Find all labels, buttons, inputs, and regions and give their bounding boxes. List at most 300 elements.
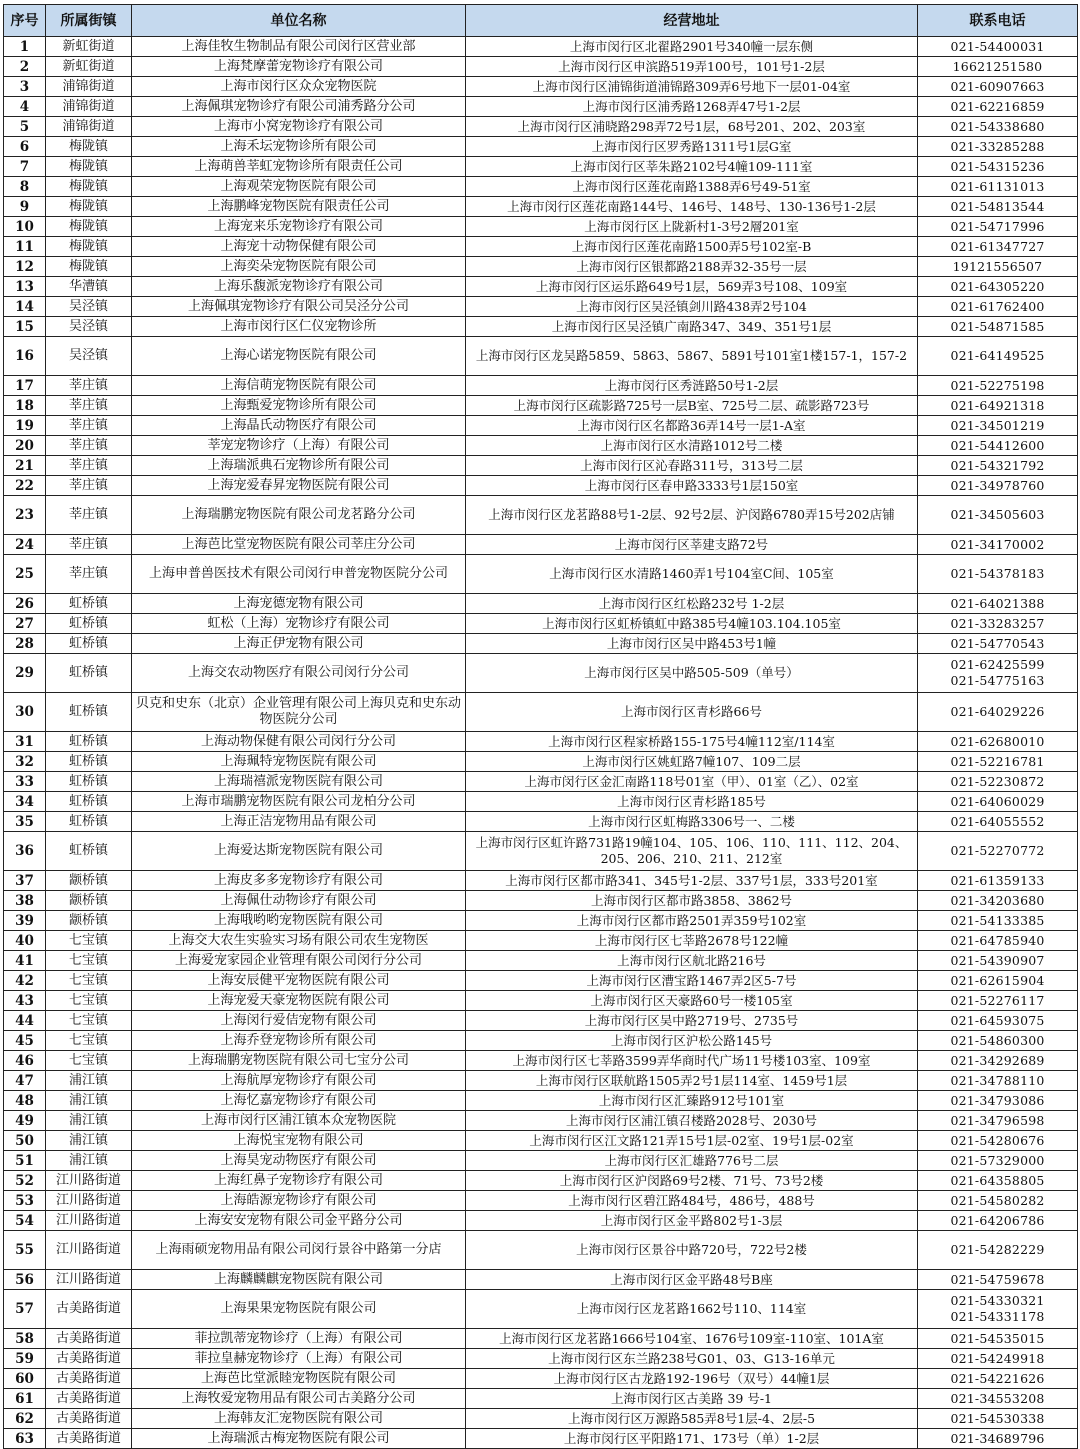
row-unit-name: 上海雨硕宠物用品有限公司闵行景谷中路第一分店 — [132, 1231, 466, 1270]
row-number: 2 — [4, 57, 46, 77]
row-unit-name: 上海市闵行区浦江镇本众宠物医院 — [132, 1111, 466, 1131]
row-street: 浦江镇 — [46, 1111, 132, 1131]
table-row — [4, 217, 1078, 237]
row-number: 5 — [4, 117, 46, 137]
row-number: 23 — [4, 496, 46, 535]
row-phone: 021-33285288 — [918, 137, 1078, 157]
row-street: 莘庄镇 — [46, 436, 132, 456]
row-phone: 021-62615904 — [918, 971, 1078, 991]
table-row — [4, 594, 1078, 614]
table-row — [4, 436, 1078, 456]
row-address: 上海市闵行区平阳路171、173号（单）1-2层 — [466, 1429, 918, 1449]
row-unit-name: 上海宠来乐宠物诊疗有限公司 — [132, 217, 466, 237]
row-address: 上海市闵行区碧江路484号，486号，488号 — [466, 1191, 918, 1211]
table-row — [4, 1290, 1078, 1329]
row-phone: 021-54400031 — [918, 37, 1078, 57]
row-phone: 021-54378183 — [918, 555, 1078, 594]
row-phone: 021-54133385 — [918, 911, 1078, 931]
row-phone — [918, 654, 1078, 693]
row-number: 39 — [4, 911, 46, 931]
row-street: 莘庄镇 — [46, 376, 132, 396]
row-phone: 021-34170002 — [918, 535, 1078, 555]
table-row — [4, 496, 1078, 535]
row-phone: 021-64206786 — [918, 1211, 1078, 1231]
row-address: 上海市闵行区莘朱路2102号4幢109-111室 — [466, 157, 918, 177]
row-phone: 021-54221626 — [918, 1369, 1078, 1389]
table-row — [4, 157, 1078, 177]
table-row — [4, 137, 1078, 157]
table-row — [4, 732, 1078, 752]
row-phone — [918, 1290, 1078, 1329]
table-row — [4, 931, 1078, 951]
row-street: 七宝镇 — [46, 951, 132, 971]
row-phone: 021-61359133 — [918, 871, 1078, 891]
row-address: 上海市闵行区万源路585弄8号1层-4、2层-5 — [466, 1409, 918, 1429]
row-unit-name: 上海瑞派古梅宠物医院有限公司 — [132, 1429, 466, 1449]
row-phone: 021-54535015 — [918, 1329, 1078, 1349]
row-address: 上海市闵行区红松路232号 1-2层 — [466, 594, 918, 614]
row-number: 54 — [4, 1211, 46, 1231]
row-number: 4 — [4, 97, 46, 117]
row-number: 57 — [4, 1290, 46, 1329]
row-street: 莘庄镇 — [46, 555, 132, 594]
row-phone: 021-64055552 — [918, 812, 1078, 832]
table-row — [4, 1131, 1078, 1151]
row-street: 古美路街道 — [46, 1429, 132, 1449]
row-unit-name: 上海闵行爱佶宠物有限公司 — [132, 1011, 466, 1031]
row-unit-name: 上海麟麟麒宠物医院有限公司 — [132, 1270, 466, 1290]
row-street: 吴泾镇 — [46, 297, 132, 317]
row-address: 上海市闵行区吴中路453号1幢 — [466, 634, 918, 654]
row-unit-name: 上海哦哟哟宠物医院有限公司 — [132, 911, 466, 931]
row-street: 虹桥镇 — [46, 594, 132, 614]
row-unit-name: 上海甄爱宠物诊所有限公司 — [132, 396, 466, 416]
table-row — [4, 832, 1078, 871]
row-number: 20 — [4, 436, 46, 456]
row-address: 上海市闵行区天豪路60号一楼105室 — [466, 991, 918, 1011]
row-phone: 021-57329000 — [918, 1151, 1078, 1171]
row-number: 27 — [4, 614, 46, 634]
row-street: 新虹街道 — [46, 57, 132, 77]
row-phone: 021-54770543 — [918, 634, 1078, 654]
row-street: 浦锦街道 — [46, 97, 132, 117]
row-street: 虹桥镇 — [46, 832, 132, 871]
row-number: 10 — [4, 217, 46, 237]
row-street: 莘庄镇 — [46, 456, 132, 476]
row-number: 41 — [4, 951, 46, 971]
row-phone: 021-61762400 — [918, 297, 1078, 317]
row-unit-name: 上海交农动物医疗有限公司闵行分公司 — [132, 654, 466, 693]
row-address: 上海市闵行区沁春路311号，313号二层 — [466, 456, 918, 476]
row-number: 62 — [4, 1409, 46, 1429]
row-unit-name: 上海昊宠动物医疗有限公司 — [132, 1151, 466, 1171]
row-street: 虹桥镇 — [46, 614, 132, 634]
row-unit-name: 上海佩琪宠物诊疗有限公司吴泾分公司 — [132, 297, 466, 317]
row-address: 上海市闵行区东兰路238号G01、03、G13-16单元 — [466, 1349, 918, 1369]
row-street: 吴泾镇 — [46, 337, 132, 376]
row-phone: 021-52216781 — [918, 752, 1078, 772]
row-number: 53 — [4, 1191, 46, 1211]
row-number: 18 — [4, 396, 46, 416]
row-unit-name: 上海宠爱天豪宠物医院有限公司 — [132, 991, 466, 1011]
row-address: 上海市闵行区七莘路2678号122幢 — [466, 931, 918, 951]
table-row — [4, 1111, 1078, 1131]
row-street: 江川路街道 — [46, 1211, 132, 1231]
table-row — [4, 317, 1078, 337]
table-row — [4, 1191, 1078, 1211]
row-phone: 021-64358805 — [918, 1171, 1078, 1191]
row-address: 上海市闵行区联航路1505弄2号1层114室、1459号1层 — [466, 1071, 918, 1091]
table-row — [4, 792, 1078, 812]
row-street: 七宝镇 — [46, 1011, 132, 1031]
table-row — [4, 812, 1078, 832]
table-row — [4, 57, 1078, 77]
row-unit-name: 上海市闵行区仁仪宠物诊所 — [132, 317, 466, 337]
row-address: 上海市闵行区名都路36弄14号一层1-A室 — [466, 416, 918, 436]
row-unit-name: 上海禾坛宠物诊所有限公司 — [132, 137, 466, 157]
row-number: 38 — [4, 891, 46, 911]
row-street: 浦江镇 — [46, 1071, 132, 1091]
row-unit-name: 上海安辰健平宠物医院有限公司 — [132, 971, 466, 991]
phone-number: 021-54775163 — [950, 673, 1045, 688]
row-address: 上海市闵行区虹梅路3306号一、二楼 — [466, 812, 918, 832]
table-row — [4, 37, 1078, 57]
row-unit-name: 上海心诺宠物医院有限公司 — [132, 337, 466, 376]
table-row — [4, 1409, 1078, 1429]
row-unit-name: 上海皓源宠物诊疗有限公司 — [132, 1191, 466, 1211]
row-address: 上海市闵行区青杉路66号 — [466, 693, 918, 732]
row-street: 虹桥镇 — [46, 654, 132, 693]
row-unit-name: 上海珮特宠物医院有限公司 — [132, 752, 466, 772]
row-phone: 021-54580282 — [918, 1191, 1078, 1211]
row-phone: 021-54338680 — [918, 117, 1078, 137]
row-address: 上海市闵行区吴泾镇剑川路438弄2号104 — [466, 297, 918, 317]
row-number: 59 — [4, 1349, 46, 1369]
row-unit-name: 上海萌兽莘虹宠物诊所有限责任公司 — [132, 157, 466, 177]
table-row — [4, 416, 1078, 436]
row-phone: 021-60907663 — [918, 77, 1078, 97]
row-street: 虹桥镇 — [46, 792, 132, 812]
row-number: 33 — [4, 772, 46, 792]
row-number: 58 — [4, 1329, 46, 1349]
table-row — [4, 1151, 1078, 1171]
row-address: 上海市闵行区古美路 39 号-1 — [466, 1389, 918, 1409]
row-address: 上海市闵行区景谷中路720号，722号2楼 — [466, 1231, 918, 1270]
row-street: 浦锦街道 — [46, 77, 132, 97]
row-street: 古美路街道 — [46, 1389, 132, 1409]
row-number: 46 — [4, 1051, 46, 1071]
table-row — [4, 535, 1078, 555]
row-address: 上海市闵行区疏影路725号一层B室、725号二层、疏影路723号 — [466, 396, 918, 416]
row-unit-name: 上海佳牧生物制品有限公司闵行区营业部 — [132, 37, 466, 57]
row-address: 上海市闵行区莲花南路1388弄6号49-51室 — [466, 177, 918, 197]
row-unit-name: 上海果果宠物医院有限公司 — [132, 1290, 466, 1329]
table-row — [4, 634, 1078, 654]
row-phone: 021-64921318 — [918, 396, 1078, 416]
row-number: 35 — [4, 812, 46, 832]
row-unit-name: 上海爱达斯宠物医院有限公司 — [132, 832, 466, 871]
table-row — [4, 396, 1078, 416]
row-unit-name: 菲拉凯蒂宠物诊疗（上海）有限公司 — [132, 1329, 466, 1349]
row-unit-name: 上海正洁宠物用品有限公司 — [132, 812, 466, 832]
row-address: 上海市闵行区上陇新村1-3号2層201室 — [466, 217, 918, 237]
row-address: 上海市闵行区莲花南路144号、146号、148号、130-136号1-2层 — [466, 197, 918, 217]
row-phone: 021-54280676 — [918, 1131, 1078, 1151]
row-address: 上海市闵行区春申路3333号1层150室 — [466, 476, 918, 496]
row-street: 古美路街道 — [46, 1369, 132, 1389]
row-unit-name: 上海市小窝宠物诊疗有限公司 — [132, 117, 466, 137]
row-street: 梅陇镇 — [46, 257, 132, 277]
table-row — [4, 476, 1078, 496]
row-unit-name: 虹松（上海）宠物诊疗有限公司 — [132, 614, 466, 634]
row-phone: 021-64021388 — [918, 594, 1078, 614]
row-unit-name: 上海芭比堂宠物医院有限公司莘庄分公司 — [132, 535, 466, 555]
row-unit-name: 上海佩仕动物诊疗有限公司 — [132, 891, 466, 911]
row-address: 上海市闵行区沪闵路69号2楼、71号、73号2楼 — [466, 1171, 918, 1191]
row-phone: 021-64060029 — [918, 792, 1078, 812]
header-no: 序号 — [4, 5, 46, 37]
table-row — [4, 1329, 1078, 1349]
row-address: 上海市闵行区浦江镇召楼路2028号、2030号 — [466, 1111, 918, 1131]
row-unit-name: 贝克和史东（北京）企业管理有限公司上海贝克和史东动物医院分公司 — [132, 693, 466, 732]
row-address: 上海市闵行区江文路121弄15号1层-02室、19号1层-02室 — [466, 1131, 918, 1151]
table-row — [4, 1091, 1078, 1111]
row-phone: 021-54321792 — [918, 456, 1078, 476]
row-number: 43 — [4, 991, 46, 1011]
row-unit-name: 莘宠宠物诊疗（上海）有限公司 — [132, 436, 466, 456]
row-phone: 021-64785940 — [918, 931, 1078, 951]
row-address: 上海市闵行区龙茗路1666号104室、1676号109室-110室、101A室 — [466, 1329, 918, 1349]
row-street: 浦江镇 — [46, 1151, 132, 1171]
row-number: 60 — [4, 1369, 46, 1389]
table-row — [4, 1011, 1078, 1031]
table-row — [4, 1211, 1078, 1231]
row-number: 26 — [4, 594, 46, 614]
row-street: 梅陇镇 — [46, 137, 132, 157]
row-unit-name: 上海市瑞鹏宠物医院有限公司龙柏分公司 — [132, 792, 466, 812]
row-number: 24 — [4, 535, 46, 555]
table-row — [4, 197, 1078, 217]
row-unit-name: 上海红鼻子宠物诊疗有限公司 — [132, 1171, 466, 1191]
row-unit-name: 上海芭比堂派睦宠物医院有限公司 — [132, 1369, 466, 1389]
row-address: 上海市闵行区吴中路2719号、2735号 — [466, 1011, 918, 1031]
row-address: 上海市闵行区金汇南路118号01室（甲）、01室（乙）、02室 — [466, 772, 918, 792]
row-unit-name: 上海宠爱春昇宠物医院有限公司 — [132, 476, 466, 496]
row-number: 36 — [4, 832, 46, 871]
row-street: 七宝镇 — [46, 971, 132, 991]
row-street: 虹桥镇 — [46, 752, 132, 772]
row-phone: 19121556507 — [918, 257, 1078, 277]
row-address: 上海市闵行区银都路2188弄32-35号一层 — [466, 257, 918, 277]
phone-number: 021-54330321 — [950, 1293, 1045, 1308]
row-unit-name: 上海梵摩蕾宠物诊疗有限公司 — [132, 57, 466, 77]
row-unit-name: 上海悦宝宠物有限公司 — [132, 1131, 466, 1151]
table-row — [4, 456, 1078, 476]
row-unit-name: 上海皮多多宠物诊疗有限公司 — [132, 871, 466, 891]
row-number: 49 — [4, 1111, 46, 1131]
table-row — [4, 1389, 1078, 1409]
row-number: 12 — [4, 257, 46, 277]
table-row — [4, 871, 1078, 891]
table-row — [4, 1429, 1078, 1449]
row-street: 江川路街道 — [46, 1231, 132, 1270]
row-phone: 021-54315236 — [918, 157, 1078, 177]
row-phone: 021-61347727 — [918, 237, 1078, 257]
row-number: 21 — [4, 456, 46, 476]
table-row — [4, 297, 1078, 317]
row-number: 3 — [4, 77, 46, 97]
row-unit-name: 上海安安宠物有限公司金平路分公司 — [132, 1211, 466, 1231]
row-street: 莘庄镇 — [46, 396, 132, 416]
row-address: 上海市闵行区龙吴路5859、5863、5867、5891号101室1楼157-1，157-2 — [466, 337, 918, 376]
row-street: 颛桥镇 — [46, 871, 132, 891]
row-street: 浦江镇 — [46, 1091, 132, 1111]
row-address: 上海市闵行区汇雄路776号二层 — [466, 1151, 918, 1171]
row-address: 上海市闵行区都市路2501弄359号102室 — [466, 911, 918, 931]
row-street: 江川路街道 — [46, 1171, 132, 1191]
row-number: 30 — [4, 693, 46, 732]
row-address: 上海市闵行区都市路3858、3862号 — [466, 891, 918, 911]
row-unit-name: 上海爱宠家园企业管理有限公司闵行分公司 — [132, 951, 466, 971]
row-number: 61 — [4, 1389, 46, 1409]
row-unit-name: 上海鹏峰宠物医院有限责任公司 — [132, 197, 466, 217]
row-number: 6 — [4, 137, 46, 157]
row-address: 上海市闵行区金平路48号B座 — [466, 1270, 918, 1290]
table-body — [4, 37, 1078, 1449]
row-phone: 021-52276117 — [918, 991, 1078, 1011]
table-row — [4, 654, 1078, 693]
row-address: 上海市闵行区浦晓路298弄72号1层，68号201、202、203室 — [466, 117, 918, 137]
phone-number: 021-62425599 — [950, 657, 1045, 672]
row-phone: 021-52230872 — [918, 772, 1078, 792]
row-address: 上海市闵行区申滨路519弄100号，101号1-2层 — [466, 57, 918, 77]
row-phone: 021-64593075 — [918, 1011, 1078, 1031]
row-number: 44 — [4, 1011, 46, 1031]
row-number: 7 — [4, 157, 46, 177]
row-street: 七宝镇 — [46, 1031, 132, 1051]
row-number: 25 — [4, 555, 46, 594]
row-phone: 021-52270772 — [918, 832, 1078, 871]
row-address: 上海市闵行区沪松公路145号 — [466, 1031, 918, 1051]
row-address: 上海市闵行区龙茗路88号1-2层、92号2层、沪闵路6780弄15号202店铺 — [466, 496, 918, 535]
row-number: 31 — [4, 732, 46, 752]
table-row — [4, 1051, 1078, 1071]
row-number: 17 — [4, 376, 46, 396]
header-name: 单位名称 — [132, 5, 466, 37]
table-row — [4, 1349, 1078, 1369]
row-unit-name: 上海宠十动物保健有限公司 — [132, 237, 466, 257]
row-street: 古美路街道 — [46, 1409, 132, 1429]
row-address: 上海市闵行区水清路1460弄1号104室C间、105室 — [466, 555, 918, 594]
row-street: 浦锦街道 — [46, 117, 132, 137]
row-address: 上海市闵行区虹桥镇虹中路385号4幢103.104.105室 — [466, 614, 918, 634]
table-row — [4, 772, 1078, 792]
row-number: 51 — [4, 1151, 46, 1171]
table-row — [4, 97, 1078, 117]
row-street: 新虹街道 — [46, 37, 132, 57]
header-address: 经营地址 — [466, 5, 918, 37]
table-row — [4, 693, 1078, 732]
table-row — [4, 337, 1078, 376]
row-number: 48 — [4, 1091, 46, 1111]
row-street: 古美路街道 — [46, 1329, 132, 1349]
row-unit-name: 上海乔登宠物诊所有限公司 — [132, 1031, 466, 1051]
row-street: 梅陇镇 — [46, 157, 132, 177]
row-unit-name: 上海交大农生实验实习场有限公司农生宠物医 — [132, 931, 466, 951]
table-row — [4, 237, 1078, 257]
row-number: 56 — [4, 1270, 46, 1290]
row-phone: 021-54249918 — [918, 1349, 1078, 1369]
row-phone: 021-34788110 — [918, 1071, 1078, 1091]
table-row — [4, 257, 1078, 277]
row-number: 45 — [4, 1031, 46, 1051]
row-unit-name: 上海乐馥派宠物诊疗有限公司 — [132, 277, 466, 297]
row-number: 19 — [4, 416, 46, 436]
row-street: 华漕镇 — [46, 277, 132, 297]
row-unit-name: 上海瑞禧派宠物医院有限公司 — [132, 772, 466, 792]
row-unit-name: 上海韩友汇宠物医院有限公司 — [132, 1409, 466, 1429]
row-unit-name: 上海奕朵宠物医院有限公司 — [132, 257, 466, 277]
row-phone: 021-64029226 — [918, 693, 1078, 732]
row-unit-name: 上海瑞派典石宠物诊所有限公司 — [132, 456, 466, 476]
row-number: 63 — [4, 1429, 46, 1449]
row-address: 上海市闵行区运乐路649号1层，569弄3号108、109室 — [466, 277, 918, 297]
row-phone: 021-33283257 — [918, 614, 1078, 634]
row-address: 上海市闵行区吴泾镇广南路347、349、351号1层 — [466, 317, 918, 337]
row-street: 莘庄镇 — [46, 416, 132, 436]
row-address: 上海市闵行区古龙路192-196号（双号）44幢1层 — [466, 1369, 918, 1389]
row-number: 8 — [4, 177, 46, 197]
row-phone: 021-62216859 — [918, 97, 1078, 117]
row-street: 江川路街道 — [46, 1270, 132, 1290]
row-phone: 021-54412600 — [918, 436, 1078, 456]
pet-clinic-table — [3, 4, 1078, 1449]
row-phone: 021-64305220 — [918, 277, 1078, 297]
row-number: 55 — [4, 1231, 46, 1270]
row-street: 虹桥镇 — [46, 693, 132, 732]
row-street: 古美路街道 — [46, 1349, 132, 1369]
table-row — [4, 1231, 1078, 1270]
row-number: 9 — [4, 197, 46, 217]
row-number: 14 — [4, 297, 46, 317]
row-address: 上海市闵行区虹许路731路19幢104、105、106、110、111、112、204、205、206、210、211、212室 — [466, 832, 918, 871]
row-phone: 021-52275198 — [918, 376, 1078, 396]
table-row — [4, 891, 1078, 911]
row-address: 上海市闵行区罗秀路1311号1层G室 — [466, 137, 918, 157]
row-unit-name: 上海忆嘉宠物诊疗有限公司 — [132, 1091, 466, 1111]
row-number: 22 — [4, 476, 46, 496]
row-phone: 021-54390907 — [918, 951, 1078, 971]
row-number: 50 — [4, 1131, 46, 1151]
row-phone: 021-34553208 — [918, 1389, 1078, 1409]
row-number: 13 — [4, 277, 46, 297]
row-unit-name: 上海瑞鹏宠物医院有限公司七宝分公司 — [132, 1051, 466, 1071]
row-phone: 021-54759678 — [918, 1270, 1078, 1290]
row-number: 16 — [4, 337, 46, 376]
row-phone: 021-34793086 — [918, 1091, 1078, 1111]
row-address: 上海市闵行区航北路216号 — [466, 951, 918, 971]
table-row — [4, 1369, 1078, 1389]
row-street: 梅陇镇 — [46, 217, 132, 237]
table-row — [4, 277, 1078, 297]
phone-number: 021-54331178 — [950, 1309, 1045, 1324]
row-number: 29 — [4, 654, 46, 693]
row-phone: 16621251580 — [918, 57, 1078, 77]
row-phone: 021-34796598 — [918, 1111, 1078, 1131]
row-street: 梅陇镇 — [46, 237, 132, 257]
row-number: 28 — [4, 634, 46, 654]
row-phone: 021-34978760 — [918, 476, 1078, 496]
